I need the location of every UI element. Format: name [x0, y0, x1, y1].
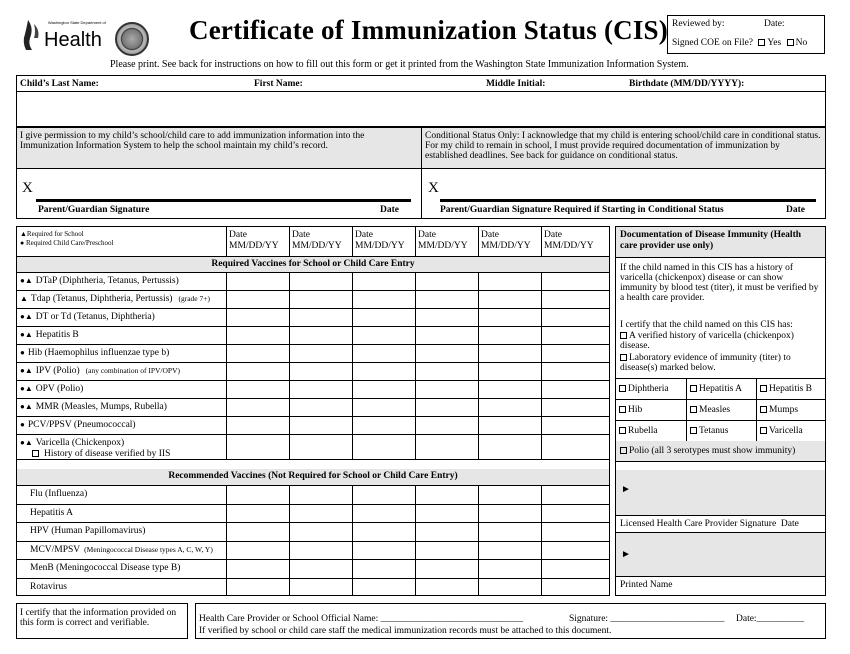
- vaccine-name: OPV (Polio): [35, 384, 84, 394]
- row-divider: [16, 272, 610, 273]
- date-entry-cell[interactable]: [290, 579, 351, 596]
- date-entry-cell[interactable]: [542, 273, 609, 289]
- date-entry-cell[interactable]: [290, 381, 351, 397]
- column-divider: [226, 226, 227, 256]
- required-vaccine-row: [20, 366, 180, 376]
- date-entry-cell[interactable]: [416, 560, 477, 577]
- disease-label: Hepatitis A: [699, 384, 743, 394]
- signature-x-right: X: [428, 180, 439, 196]
- signature-line-right[interactable]: [440, 199, 816, 202]
- required-vaccine-row: [20, 420, 142, 430]
- date-entry-cell[interactable]: [290, 363, 351, 379]
- disease-checkbox[interactable]: [619, 385, 626, 392]
- signature-line-left[interactable]: [36, 199, 411, 202]
- date-entry-cell[interactable]: [227, 399, 288, 415]
- date-entry-cell[interactable]: [290, 505, 351, 522]
- vaccine-note: (Meningococcal Disease types A, C, W, Y): [84, 544, 213, 554]
- date-entry-cell[interactable]: [353, 399, 414, 415]
- disease-grid-line: [615, 420, 826, 421]
- date-entry-cell[interactable]: [542, 560, 609, 577]
- column-divider: [352, 226, 353, 256]
- disease-option: [690, 384, 742, 394]
- varicella-history-label: History of disease verified by IIS: [44, 449, 171, 459]
- requirement-marker: ●: [20, 348, 25, 357]
- date-entry-cell[interactable]: [227, 579, 288, 596]
- polio-option-label: Polio (all 3 serotypes must show immunity): [629, 446, 796, 456]
- printed-name-label: Printed Name: [620, 580, 673, 590]
- immunity-para1: If the child named in this CIS has a history of varicella (chickenpox) disease or can show immunity by blood test (titer), it must be verified by a health care provider.: [620, 263, 819, 303]
- titer-checkbox[interactable]: [620, 354, 627, 361]
- recommended-vaccine-row: [30, 582, 71, 592]
- requirement-marker: ●: [20, 420, 25, 429]
- date-entry-cell[interactable]: [353, 417, 414, 433]
- row-divider: [16, 559, 610, 560]
- vaccine-name: DTaP (Diphtheria, Tetanus, Pertussis): [35, 276, 179, 286]
- date-entry-cell[interactable]: [290, 560, 351, 577]
- date-entry-cell[interactable]: [416, 486, 477, 503]
- recommended-vaccine-row: [30, 489, 91, 499]
- titer-option-label: Laboratory evidence of immunity (titer) to disease(s) marked below.: [620, 353, 791, 373]
- date-entry-cell[interactable]: [479, 523, 540, 540]
- row-divider: [16, 485, 610, 486]
- date-entry-cell[interactable]: [353, 273, 414, 289]
- date-entry-cell[interactable]: [416, 327, 477, 343]
- official-signature-label[interactable]: Signature: ________________________: [569, 614, 725, 624]
- row-divider: [16, 326, 610, 327]
- column-divider: [541, 226, 542, 256]
- date-entry-cell[interactable]: [542, 345, 609, 361]
- vaccine-name: MMR (Measles, Mumps, Rubella): [35, 402, 167, 412]
- birthdate-label: Birthdate (MM/DD/YYYY):: [629, 79, 745, 89]
- permission-text: I give permission to my child’s school/child care to add immunization information into the Immunization Information System to help the school maintain my child’s record.: [20, 131, 365, 151]
- parent-signature-date-label: Date: [380, 205, 399, 215]
- row-divider: [16, 398, 610, 399]
- vaccine-note: (any combination of IPV/OPV): [85, 366, 181, 375]
- date-entry-cell[interactable]: [416, 417, 477, 433]
- disease-option: [760, 405, 798, 415]
- row-divider: [16, 578, 610, 579]
- disease-label: Rubella: [628, 426, 658, 436]
- immunity-header-divider: [615, 257, 826, 258]
- required-vaccine-row: [20, 312, 161, 322]
- review-box: [667, 15, 825, 54]
- date-entry-cell[interactable]: [353, 327, 414, 343]
- middle-initial-label: Middle Initial:: [486, 79, 546, 89]
- row-divider: [16, 344, 610, 345]
- date-entry-cell[interactable]: [353, 542, 414, 559]
- date-entry-cell[interactable]: [227, 381, 288, 397]
- date-column-header: Date MM/DD/YY: [292, 230, 342, 251]
- requirement-marker: ●▲: [20, 366, 33, 375]
- date-entry-cell[interactable]: [479, 273, 540, 289]
- date-entry-cell[interactable]: [479, 542, 540, 559]
- date-entry-cell[interactable]: [416, 291, 477, 307]
- recommended-vaccine-row: [30, 563, 184, 573]
- vaccine-name: MenB (Meningococcal Disease type B): [30, 563, 181, 573]
- disease-checkbox[interactable]: [619, 406, 626, 413]
- immunity-para2: I certify that the child named on this CIS has:: [620, 320, 793, 330]
- disease-checkbox[interactable]: [690, 406, 697, 413]
- vaccine-name: Flu (Influenza): [30, 489, 88, 499]
- date-entry-cell[interactable]: [479, 291, 540, 307]
- row-divider: [16, 362, 610, 363]
- date-entry-cell[interactable]: [290, 273, 351, 289]
- disease-grid-line: [615, 378, 826, 379]
- date-entry-cell[interactable]: [542, 327, 609, 343]
- row-divider: [16, 522, 610, 523]
- date-entry-cell[interactable]: [416, 345, 477, 361]
- date-entry-cell[interactable]: [416, 579, 477, 596]
- disease-checkbox[interactable]: [760, 406, 767, 413]
- date-entry-cell[interactable]: [479, 505, 540, 522]
- date-entry-cell[interactable]: [542, 399, 609, 415]
- row-divider: [16, 459, 610, 460]
- date-entry-cell[interactable]: [353, 381, 414, 397]
- date-entry-cell[interactable]: [479, 327, 540, 343]
- required-vaccine-row: [20, 276, 185, 286]
- date-entry-cell[interactable]: [353, 309, 414, 325]
- vaccine-name: HPV (Human Papillomavirus): [30, 526, 146, 536]
- date-entry-cell[interactable]: [353, 435, 414, 458]
- legend-school: ▲Required for School: [20, 230, 84, 238]
- date-entry-cell[interactable]: [542, 417, 609, 433]
- provider-sig-area[interactable]: [616, 470, 825, 515]
- disease-label: Hib: [628, 405, 643, 415]
- date-entry-cell[interactable]: [227, 505, 288, 522]
- date-column-header: Date MM/DD/YY: [481, 230, 531, 251]
- polio-option: [620, 446, 795, 456]
- logo-figure-icon: [20, 16, 46, 52]
- coe-no-label: No: [795, 38, 808, 48]
- disease-checkbox[interactable]: [760, 385, 767, 392]
- required-vaccine-row: [20, 330, 85, 340]
- disease-grid-line: [615, 399, 826, 400]
- date-entry-cell[interactable]: [290, 435, 351, 458]
- date-entry-cell[interactable]: [542, 291, 609, 307]
- provider-sig-text: Licensed Health Care Provider Signature: [620, 519, 777, 529]
- row-divider: [16, 416, 610, 417]
- health-logo: [20, 16, 110, 56]
- date-entry-cell[interactable]: [416, 542, 477, 559]
- column-divider: [541, 272, 542, 459]
- date-entry-cell[interactable]: [227, 273, 288, 289]
- date-column-header: Date MM/DD/YY: [544, 230, 594, 251]
- date-entry-cell[interactable]: [416, 523, 477, 540]
- required-vaccine-row: [20, 438, 130, 448]
- coe-yes-label: Yes: [767, 38, 782, 48]
- date-entry-cell[interactable]: [479, 435, 540, 458]
- history-checkbox[interactable]: [620, 332, 627, 339]
- date-entry-cell[interactable]: [542, 435, 609, 458]
- coe-no-checkbox[interactable]: [787, 39, 794, 46]
- recommended-vaccine-row: [30, 545, 213, 555]
- date-entry-cell[interactable]: [416, 381, 477, 397]
- requirement-marker: ●▲: [20, 312, 33, 321]
- date-entry-cell[interactable]: [353, 523, 414, 540]
- child-info-field[interactable]: [17, 92, 825, 126]
- polio-checkbox[interactable]: [620, 447, 627, 454]
- date-entry-cell[interactable]: [227, 560, 288, 577]
- date-entry-cell[interactable]: [479, 560, 540, 577]
- date-entry-cell[interactable]: [290, 486, 351, 503]
- required-vaccine-row: [20, 348, 175, 358]
- required-vaccine-row: [20, 384, 89, 394]
- row-divider: [16, 434, 610, 435]
- row-divider: [16, 290, 610, 291]
- conditional-signature-date-label: Date: [786, 205, 805, 215]
- conditional-text: Conditional Status Only: I acknowledge that my child is entering school/child care in conditional status. For my child to remain in school, I must provide required documentation of immunization by established deadlines. See back for guidance on conditional status.: [425, 131, 821, 161]
- vaccine-name: Hib (Haemophilus influenzae type b): [27, 348, 170, 358]
- date-entry-cell[interactable]: [227, 486, 288, 503]
- column-divider: [478, 485, 479, 596]
- date-entry-cell[interactable]: [479, 399, 540, 415]
- date-column-header: Date MM/DD/YY: [229, 230, 279, 251]
- instructions-text: Please print. See back for instructions on how to fill out this form or get it printed from the Washington State Immunization Information System.: [110, 59, 689, 70]
- date-entry-cell[interactable]: [353, 579, 414, 596]
- disease-grid-line: [756, 378, 757, 441]
- immunity-option-history: [620, 331, 822, 351]
- printed-name-line: [615, 576, 826, 577]
- date-entry-cell[interactable]: [542, 523, 609, 540]
- vaccine-note: (grade 7+): [178, 294, 210, 303]
- disease-label: Diphtheria: [628, 384, 669, 394]
- column-divider: [352, 485, 353, 596]
- provider-sig-arrow-icon: ►: [621, 484, 631, 495]
- conditional-signature-label: Parent/Guardian Signature Required if Starting in Conditional Status: [440, 205, 724, 215]
- disease-checkbox[interactable]: [760, 427, 767, 434]
- date-entry-cell[interactable]: [353, 505, 414, 522]
- official-date-label[interactable]: Date:__________: [736, 614, 805, 624]
- attach-note: If verified by school or child care staff the medical immunization records must be attached to this document.: [199, 626, 612, 636]
- date-entry-cell[interactable]: [479, 417, 540, 433]
- requirement-marker: ●▲: [20, 330, 33, 339]
- date-entry-cell[interactable]: [416, 273, 477, 289]
- disease-label: Tetanus: [699, 426, 729, 436]
- official-name-label[interactable]: Health Care Provider or School Official Name: ______________________________: [199, 614, 524, 624]
- date-entry-cell[interactable]: [227, 345, 288, 361]
- column-divider: [226, 272, 227, 459]
- disease-option: [619, 405, 642, 415]
- varicella-history-option: [32, 449, 170, 459]
- requirement-marker: ▲: [20, 294, 28, 303]
- date-entry-cell[interactable]: [227, 309, 288, 325]
- printed-name-area[interactable]: [616, 533, 825, 576]
- requirement-marker: ●▲: [20, 402, 33, 411]
- vaccine-name: Hepatitis B: [35, 330, 79, 340]
- date-entry-cell[interactable]: [227, 435, 288, 458]
- history-option-label: A verified history of varicella (chickenpox) disease.: [620, 331, 794, 351]
- date-entry-cell[interactable]: [290, 542, 351, 559]
- disease-grid-line: [686, 378, 687, 441]
- provider-sig-line: [615, 515, 826, 516]
- date-column-header: Date MM/DD/YY: [418, 230, 468, 251]
- printed-name-arrow-icon: ►: [621, 549, 631, 560]
- column-divider: [415, 226, 416, 256]
- date-entry-cell[interactable]: [290, 345, 351, 361]
- date-entry-cell[interactable]: [479, 309, 540, 325]
- required-vaccine-row: [20, 294, 210, 304]
- recommended-vaccines-header: Recommended Vaccines (Not Required for School or Child Care Entry): [168, 471, 458, 481]
- disease-label: Mumps: [769, 405, 799, 415]
- permission-hline: [16, 168, 826, 169]
- date-entry-cell[interactable]: [479, 363, 540, 379]
- date-entry-cell[interactable]: [290, 291, 351, 307]
- date-entry-cell[interactable]: [416, 399, 477, 415]
- date-entry-cell[interactable]: [542, 486, 609, 503]
- requirement-marker: ●▲: [20, 438, 33, 447]
- last-name-label: Child’s Last Name:: [20, 79, 99, 89]
- vaccine-name: Rotavirus: [30, 581, 67, 592]
- vaccine-name: IPV (Polio): [35, 366, 80, 376]
- column-divider: [352, 272, 353, 459]
- disease-option: [619, 426, 658, 436]
- parent-signature-label: Parent/Guardian Signature: [38, 205, 150, 215]
- disease-label: Hepatitis B: [769, 384, 813, 394]
- column-divider: [289, 226, 290, 256]
- vaccine-name: Tdap (Tetanus, Diphtheria, Pertussis): [30, 294, 173, 304]
- date-entry-cell[interactable]: [416, 435, 477, 458]
- date-entry-cell[interactable]: [542, 381, 609, 397]
- disease-label: Measles: [699, 405, 731, 415]
- provider-date-text: Date: [780, 519, 799, 529]
- date-entry-cell[interactable]: [416, 505, 477, 522]
- first-name-label: First Name:: [254, 79, 303, 89]
- date-entry-cell[interactable]: [290, 327, 351, 343]
- date-entry-cell[interactable]: [542, 579, 609, 596]
- requirement-marker: ●▲: [20, 384, 33, 393]
- date-entry-cell[interactable]: [290, 417, 351, 433]
- disease-option: [690, 426, 728, 436]
- review-date-label: Date:: [764, 19, 785, 29]
- disease-option: [760, 384, 812, 394]
- date-entry-cell[interactable]: [290, 309, 351, 325]
- vaccine-name: Varicella (Chickenpox): [35, 438, 125, 448]
- column-divider: [289, 485, 290, 596]
- polio-divider: [615, 461, 826, 462]
- column-divider: [478, 226, 479, 256]
- provider-signature-label: [620, 519, 799, 529]
- date-entry-cell[interactable]: [227, 417, 288, 433]
- date-entry-cell[interactable]: [542, 363, 609, 379]
- date-entry-cell[interactable]: [290, 523, 351, 540]
- disease-checkbox[interactable]: [690, 385, 697, 392]
- immunity-header: Documentation of Disease Immunity (Health care provider use only): [620, 230, 802, 251]
- row-divider: [16, 380, 610, 381]
- required-vaccines-header: Required Vaccines for School or Child Care Entry: [211, 259, 415, 269]
- immunity-option-titer: [620, 353, 822, 373]
- page-title: Certificate of Immunization Status (CIS): [189, 15, 668, 45]
- disease-option: [619, 384, 669, 394]
- date-entry-cell[interactable]: [227, 523, 288, 540]
- column-divider: [415, 272, 416, 459]
- date-column-header: Date MM/DD/YY: [355, 230, 405, 251]
- date-entry-cell[interactable]: [290, 399, 351, 415]
- vaccine-name: MCV/MPSV: [30, 544, 81, 555]
- column-divider: [415, 485, 416, 596]
- date-entry-cell[interactable]: [542, 542, 609, 559]
- disease-checkbox[interactable]: [690, 427, 697, 434]
- varicella-history-checkbox[interactable]: [32, 450, 39, 457]
- certify-text: I certify that the information provided on this form is correct and verifiable.: [20, 608, 177, 628]
- requirement-marker: ●▲: [20, 276, 33, 285]
- date-entry-cell[interactable]: [542, 309, 609, 325]
- date-entry-cell[interactable]: [227, 542, 288, 559]
- legend-childcare: ● Required Child Care/Preschool: [20, 239, 114, 247]
- state-seal: [115, 22, 149, 56]
- date-entry-cell[interactable]: [353, 560, 414, 577]
- date-entry-cell[interactable]: [479, 579, 540, 596]
- date-entry-cell[interactable]: [416, 363, 477, 379]
- date-entry-cell[interactable]: [353, 363, 414, 379]
- column-divider: [226, 485, 227, 596]
- date-entry-cell[interactable]: [479, 345, 540, 361]
- column-divider: [289, 272, 290, 459]
- date-entry-cell[interactable]: [227, 291, 288, 307]
- signature-x-left: X: [22, 180, 33, 196]
- date-entry-cell[interactable]: [479, 486, 540, 503]
- logo-state-text: Washington State Department of: [48, 20, 106, 25]
- date-entry-cell[interactable]: [479, 381, 540, 397]
- disease-checkbox[interactable]: [619, 427, 626, 434]
- row-divider: [16, 504, 610, 505]
- recommended-vaccine-row: [30, 508, 77, 518]
- date-entry-cell[interactable]: [353, 291, 414, 307]
- date-entry-cell[interactable]: [353, 486, 414, 503]
- row-divider: [16, 308, 610, 309]
- date-entry-cell[interactable]: [227, 327, 288, 343]
- vaccine-name: PCV/PPSV (Pneumococcal): [27, 420, 136, 430]
- reviewed-by-label: Reviewed by:: [672, 19, 725, 29]
- row-divider: [16, 541, 610, 542]
- date-entry-cell[interactable]: [353, 345, 414, 361]
- logo-health-text: Health: [44, 29, 102, 51]
- disease-option: [690, 405, 730, 415]
- signed-coe-text: Signed COE on File?: [672, 38, 754, 48]
- recommended-vaccine-row: [30, 526, 149, 536]
- coe-yes-checkbox[interactable]: [758, 39, 765, 46]
- date-entry-cell[interactable]: [542, 505, 609, 522]
- vaccine-name: Hepatitis A: [30, 507, 74, 518]
- signed-coe-label: [672, 38, 807, 48]
- column-divider: [541, 485, 542, 596]
- vaccine-name: DT or Td (Tetanus, Diphtheria): [35, 312, 155, 322]
- date-entry-cell[interactable]: [416, 309, 477, 325]
- required-vaccine-row: [20, 402, 173, 412]
- disease-label: Varicella: [769, 426, 803, 436]
- column-divider: [478, 272, 479, 459]
- disease-option: [760, 426, 803, 436]
- date-entry-cell[interactable]: [227, 363, 288, 379]
